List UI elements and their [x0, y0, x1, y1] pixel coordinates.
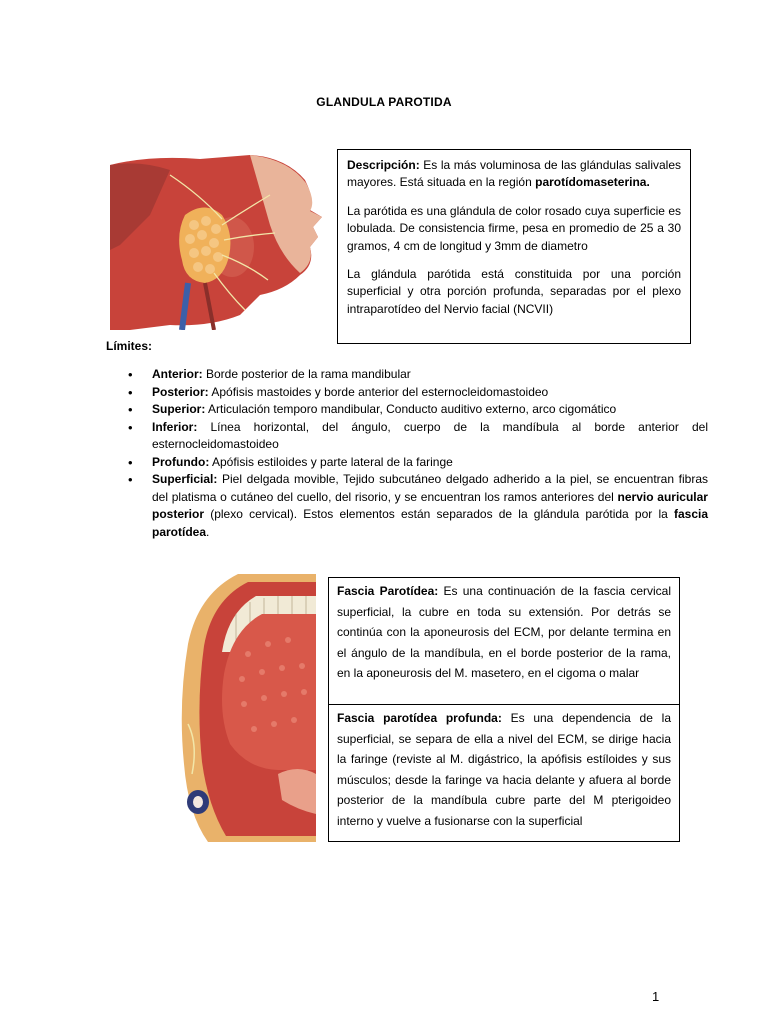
list-item: • Posterior: Apófisis mastoides y borde anterior del esternocleidomastoideo [152, 384, 708, 402]
list-item: • Superior: Articulación temporo mandibular, Conducto auditivo externo, arco cigomático [152, 401, 708, 419]
description-paragraph: Descripción: Es la más voluminosa de las glándulas salivales mayores. Está situada en la región parotídomaseterina. [347, 158, 681, 190]
region-name: parotídomaseterina. [535, 175, 650, 190]
page-number: 1 [652, 989, 660, 1004]
fascia-parotidea-cell: Fascia Parotídea: Es una continuación de la fascia cervical superficial, la cubre en toda su extensión. Por detrás se continúa con la aponeurosis del ECM, por delante termina en el ángulo de la mandíbula, en el borde posterior de la rama, en la aponeurosis del M. masetero, en el cigoma o malar [329, 578, 679, 705]
portions-paragraph: La glándula parótida está constituida por una porción superficial y otra porción profunda, separadas por el plexo intraparotídeo del Nervio facial (NCVII) [347, 267, 681, 316]
limits-heading: Límites: [106, 339, 153, 353]
list-item: • Inferior: Línea horizontal, del ángulo, cuerpo de la mandíbula al borde anterior del esternocleidomastoideo [152, 419, 708, 454]
fascia-profunda-cell: Fascia parotídea profunda: Es una dependencia de la superficial, se separa de ella a nivel del ECM, se dirige hacia la faringe (reviste al M. digástrico, la apófisis estíloides y sus músculos; desde la faringe va hacia delante y afuera al borde posterior de la mandíbula cubre parte del M pterigoideo interno y vuelve a fusionarse con la superficial [337, 711, 671, 828]
fascia-table [328, 577, 680, 842]
oral-section-illustration [178, 574, 316, 842]
page-title: GLANDULA PAROTIDA [316, 95, 452, 109]
list-item: • Profundo: Apófisis estiloides y parte lateral de la faringe [152, 454, 708, 472]
list-item: • Superficial: Piel delgada movible, Tejido subcutáneo delgado adherido a la piel, se encuentran fibras del platisma o cutáneo del cuello, del risorio, y se encuentran los ramos anteriores del nervio auricular posterior (plexo cervical). Estos elementos están separados de la glándula parótida por la fascia parotídea. [152, 471, 708, 541]
list-item: • Anterior: Borde posterior de la rama mandibular [152, 366, 708, 384]
description-heading: Descripción: [347, 158, 420, 172]
limits-list [106, 366, 708, 541]
characteristics-paragraph: La parótida es una glándula de color rosado cuya superficie es lobulada. De consistencia firme, pesa en promedio de 25 a 30 gramos, 4 cm de longitud y 3mm de diametro [347, 203, 681, 253]
description-box [337, 149, 691, 344]
parotid-illustration [110, 155, 332, 330]
